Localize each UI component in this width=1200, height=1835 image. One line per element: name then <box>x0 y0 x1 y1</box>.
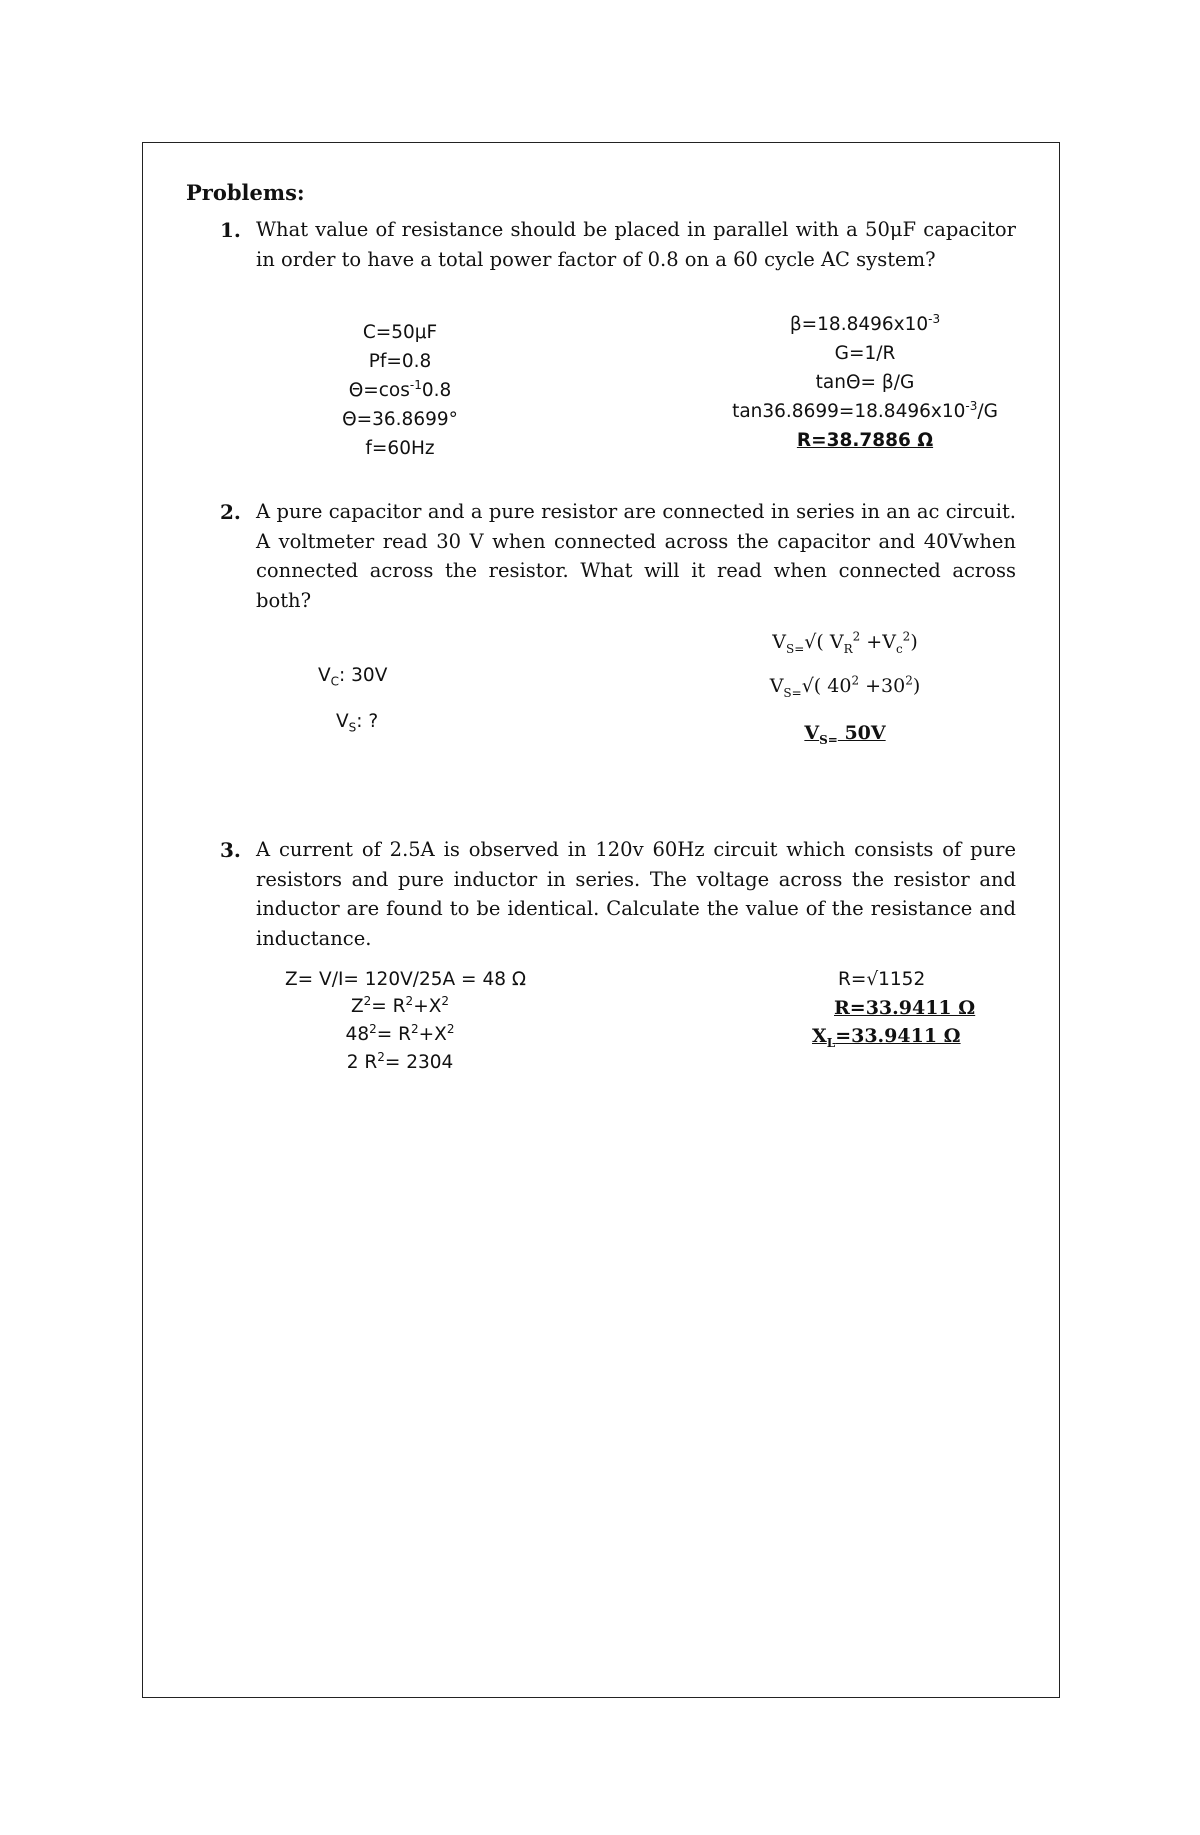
p3-work <box>300 993 500 1077</box>
p1-sol-beta: $\beta=18.8496x10^{-3}$ <box>789 311 941 335</box>
p2-sol-line1: $V_{S=}√$( $V_R^2 +V_c^2$) <box>772 629 918 656</box>
p3-work-line2: $Z^2= R^2+X^2$ <box>350 993 450 1017</box>
p1-given <box>300 318 500 463</box>
p2-answer: $V_{S=}$ 50V <box>804 722 886 747</box>
p3-answer-xl: $X_L=33.9411$ Ω <box>812 1025 961 1050</box>
problem-2-text: A pure capacitor and a pure resistor are connected in series in an ac circuit. A voltmeter read 30 V when connected across the capacitor and 40Vwhen connected across the resistor. What will it read when connected across both? <box>256 500 1016 612</box>
p1-given-pf: Pf=0.8 <box>368 351 432 372</box>
p1-sol-tan: tanΘ= β/G <box>815 372 915 393</box>
p3-work-line3: $48^2= R^2+X^2$ <box>345 1021 455 1045</box>
p1-given-theta: $\Theta=\cos^{-1}0.8$ <box>348 377 452 401</box>
p1-given-c: C=50μF <box>362 322 438 343</box>
p1-answer: R=38.7886 Ω <box>796 430 934 451</box>
problem-2-number: 2. <box>220 500 241 524</box>
problem-3-number: 3. <box>220 838 241 862</box>
p1-solution <box>725 310 1005 455</box>
p2-given-vc: $V_C$: 30V <box>318 665 388 689</box>
p3-sol-r-sqrt: R=√1152 <box>838 969 926 990</box>
p1-given-f: f=60Hz <box>365 438 435 459</box>
p1-given-theta-value: Θ=36.8699° <box>342 409 458 430</box>
p2-given-vs: $V_S$: ? <box>336 711 379 735</box>
p1-sol-tan-value: $\tan 36.8699=18.8496x10^{-3}/G$ <box>732 398 998 422</box>
problem-3-text: A current of 2.5A is observed in 120v 60Hz circuit which consists of pure resistors and pure inductor in series. The voltage across the resistor and inductor are found to be identical. Calculate the value of the resistance and inductance. <box>256 838 1016 950</box>
p3-work-z: Z= V/I= 120V/25A = 48 Ω <box>285 969 526 990</box>
page-heading: Problems: <box>186 180 305 205</box>
p1-sol-g: G=1/R <box>834 343 896 364</box>
p3-work-line4: 2 $R^2= 2304$ <box>346 1049 454 1073</box>
problem-1-number: 1. <box>220 218 241 242</box>
problem-1-text: What value of resistance should be placed in parallel with a 50μF capacitor in order to have a total power factor of 0.8 on a 60 cycle AC system? <box>256 218 1016 271</box>
p2-sol-line2: $V_{S=}√$( $40^2 +30^2$) <box>769 673 921 700</box>
p3-answer-r: R=33.9411 Ω <box>834 997 976 1019</box>
